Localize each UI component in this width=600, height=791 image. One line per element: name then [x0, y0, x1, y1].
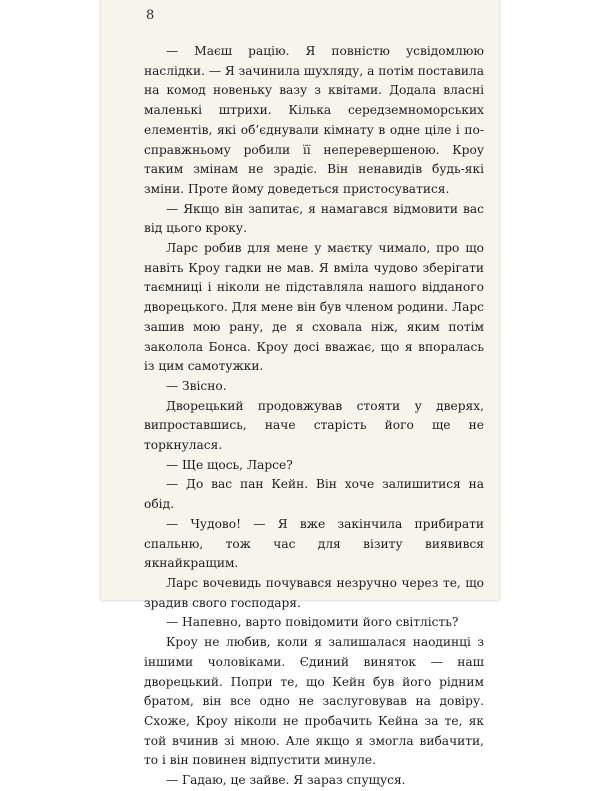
paragraph: — Маєш рацію. Я повністю усвідомлюю наслідки. — Я зачинила шухляду, а потім поставила на комод новеньку вазу з квітами. Додала власні маленькі штрихи. Кілька середземноморських елементів, які об’єднували кімнату в одне ціле і по-справжньому робили її неперевершеною. Кроу таким змінам не зрадіє. Він ненавидів будь-які зміни. Проте йому доведеться пристосуватися.	[144, 44, 484, 196]
paragraph: Ларс робив для мене у маєтку чимало, про що навіть Кроу гадки не мав. Я вміла чудово зберігати таємниці і ніколи не підставляла нашого відданого дворецького. Для мене він був членом родини. Ларс зашив мою рану, де я сховала ніж, яким потім заколола Бонса. Кроу досі вважає, що я впоралась із цим самотужки.	[144, 241, 484, 374]
paragraph: Кроу не любив, коли я залишалася наодинці з іншими чоловіками. Єдиний виняток — наш дворецький. Попри те, що Кейн був його рідним братом, він все одно не заслуговував на довіру. Схоже, Кроу ніколи не пробачить Кейна за те, як той вчинив зі мною. Але якщо я змогла вибачити, то і він повинен відпустити минуле.	[144, 635, 484, 768]
page-number: 8	[146, 8, 155, 23]
page-body	[144, 42, 484, 791]
paragraph: — Ще щось, Ларсе?	[166, 457, 293, 472]
paragraph: Дворецький продовжував стояти у дверях, випроставшись, наче старість його ще не торкнулася.	[144, 398, 484, 453]
paragraph: — Якщо він запитає, я намагався відмовити вас від цього кроку.	[144, 201, 484, 236]
paragraph: — Гадаю, це зайве. Я зараз спущуся.	[166, 773, 406, 788]
paragraph: Ларс вочевидь почувався незручно через те, що зрадив свого господаря.	[144, 575, 484, 610]
paragraph: — Звісно.	[166, 378, 227, 393]
book-page	[101, 0, 499, 788]
paragraph: — До вас пан Кейн. Він хоче залишитися на обід.	[144, 477, 484, 512]
paragraph: — Напевно, варто повідомити його світлість?	[166, 615, 459, 630]
paragraph: — Чудово! — Я вже закінчила прибирати спальню, тож час для візиту виявився якнайкращим.	[144, 516, 484, 571]
